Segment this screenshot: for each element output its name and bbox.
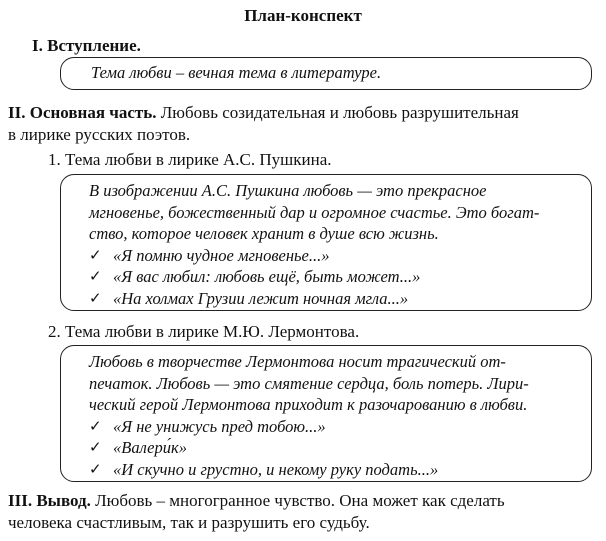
- main-heading-bold: II. Основная часть.: [8, 103, 157, 122]
- conclusion-heading: III. Вывод.: [8, 491, 91, 510]
- intro-box: [60, 57, 592, 90]
- pushkin-box: [60, 174, 592, 311]
- quote-text: «Я помню чудное мгновенье...»: [113, 245, 330, 265]
- conclusion-line2: человека счастливым, так и разрушить его судьбу.: [8, 513, 370, 532]
- pushkin-quotes: [89, 245, 579, 310]
- lermontov-quotes: [89, 416, 579, 481]
- quote-item: [89, 437, 579, 459]
- page-title: План-конспект: [244, 6, 362, 25]
- quote-item: [89, 245, 579, 267]
- quote-item: [89, 288, 579, 310]
- check-icon: ✓: [89, 267, 102, 285]
- quote-text: «Валери́к»: [113, 438, 187, 457]
- lermontov-heading: 2. Тема любви в лирике М.Ю. Лермонтова.: [48, 322, 360, 341]
- check-icon: ✓: [89, 288, 102, 307]
- lermontov-box: [60, 345, 592, 482]
- conclusion-line1: Любовь – многогранное чувство. Она может как сделать: [95, 491, 505, 510]
- check-icon: ✓: [89, 438, 102, 456]
- quote-item: [89, 266, 579, 288]
- conclusion: [8, 490, 602, 534]
- lermontov-line: ческий герой Лермонтова приходит к разочарованию в любви.: [89, 395, 528, 414]
- pushkin-line: В изображении А.С. Пушкина любовь — это прекрасное: [89, 181, 487, 200]
- quote-item: [89, 459, 579, 481]
- pushkin-line: мгновенье, божественный дар и огромное счастье. Это богат-: [89, 202, 540, 222]
- intro-heading: I. Вступление.: [32, 36, 141, 55]
- main-heading: [8, 102, 600, 146]
- intro-box-text: Тема любви – вечная тема в литературе.: [91, 63, 382, 82]
- check-icon: ✓: [89, 416, 102, 435]
- quote-text: «Я не унижусь пред тобою...»: [113, 416, 326, 436]
- check-icon: ✓: [89, 245, 102, 264]
- pushkin-heading: 1. Тема любви в лирике А.С. Пушкина.: [48, 150, 332, 169]
- lermontov-line: Любовь в творчестве Лермонтова носит трагический от-: [89, 352, 506, 371]
- quote-text: «И скучно и грустно, и некому руку подать...»: [113, 459, 439, 479]
- pushkin-line: ство, которое человек хранит в душе всю жизнь.: [89, 224, 439, 243]
- lermontov-line: печаток. Любовь — это смятение сердца, боль потерь. Лири-: [89, 373, 529, 393]
- quote-item: [89, 416, 579, 438]
- check-icon: ✓: [89, 459, 102, 478]
- quote-text: «Я вас любил: любовь ещё, быть может...»: [113, 267, 421, 286]
- main-heading-line2: в лирике русских поэтов.: [8, 125, 191, 144]
- main-heading-rest: Любовь созидательная и любовь разрушительная: [160, 103, 519, 122]
- quote-text: «На холмах Грузии лежит ночная мгла...»: [113, 288, 409, 308]
